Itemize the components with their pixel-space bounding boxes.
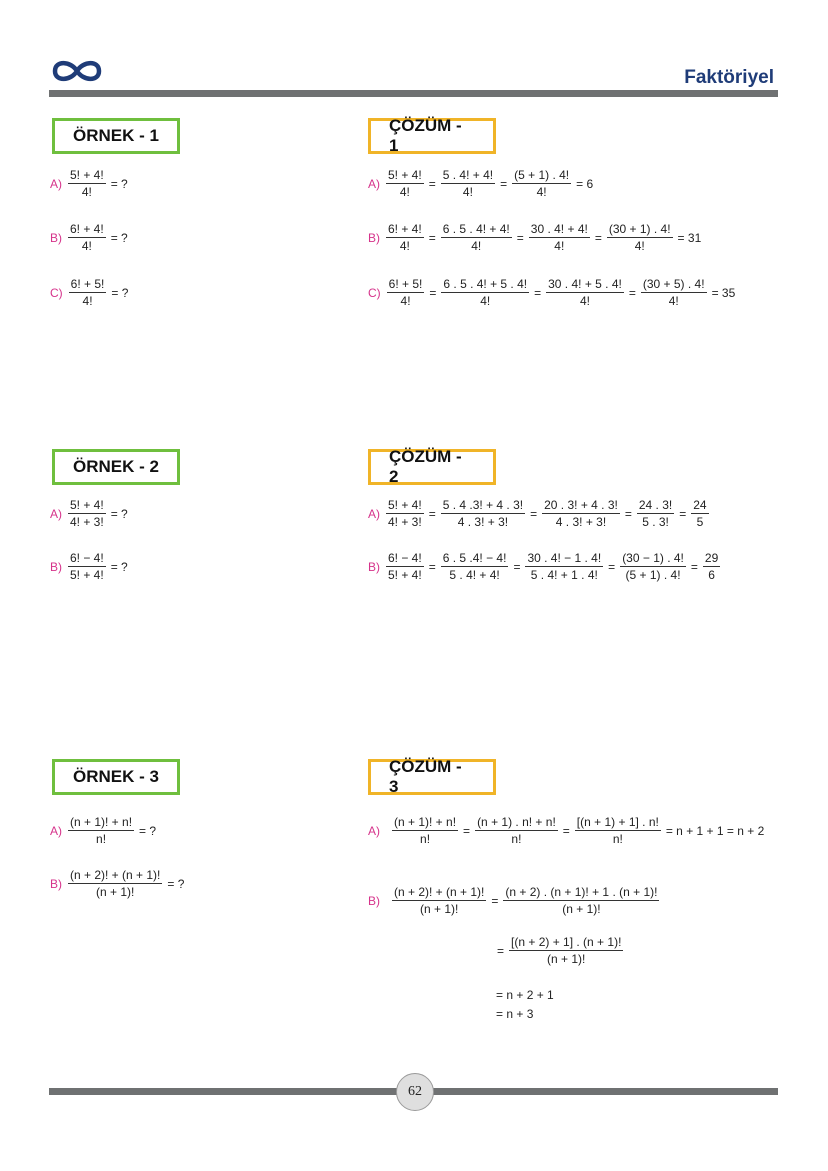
solution-1b: B) $\frac{6! + 4!}{4!}$ = $\frac{6 . 5 . 4! + 4!}{4!}$ = $\frac{30 . 4! + 4!}{4!}$ = $\frac{(30 + 1) . 4!}{4!}$ = 31: [368, 222, 702, 253]
solution-label: A): [368, 506, 380, 521]
question-2b: B) $\frac{6! - 4!}{5! + 4!}$ = ?: [50, 551, 128, 582]
solution-2a: A) $\frac{5! + 4!}{4! + 3!}$ = $\frac{5 . 4 .3! + 4 . 3!}{4 . 3! + 3!}$ = $\frac{20 . 3! + 4 . 3!}{4 . 3! + 3!}$ = $\frac{24 . 3!}{5 . 3!}$ = $\frac{24}{5}$: [368, 498, 707, 529]
ornek-1-tag: ÖRNEK - 1: [52, 118, 180, 154]
fraction: $\frac{24 . 3!}{5 . 3!}$: [638, 498, 673, 529]
question-label: B): [50, 876, 62, 891]
solution-3a: A) $\frac{(n + 1)! + n!}{n!}$ = $\frac{(n + 1) . n! + n!}{n!}$ = $\frac{[(n + 1) + 1] . n!}{n!}$ = n + 1 + 1 = n + 2: [368, 815, 765, 846]
header-rule: [49, 90, 778, 97]
question-label: A): [50, 823, 62, 838]
fraction: $\frac{5! + 4!}{4!}$: [70, 168, 104, 199]
question-3b: B) $\frac{(n + 2)! + (n + 1)!}{(n + 1)!}$ = ?: [50, 868, 185, 899]
fraction: $\frac{(n + 1)! + n!}{n!}$: [394, 815, 457, 846]
question-1a: A) $\frac{5! + 4!}{4!}$ = ?: [50, 168, 128, 199]
solution-label: B): [368, 559, 380, 574]
fraction: $\frac{5 . 4! + 4!}{4!}$: [442, 168, 494, 199]
solution-3b-step2: = $\frac{[(n + 2) + 1] . (n + 1)!}{(n + 1)!}$: [497, 935, 622, 966]
fraction: $\frac{6 . 5 . 4! + 5 . 4!}{4!}$: [443, 277, 528, 308]
fraction: $\frac{(n + 2) . (n + 1)! + 1 . (n + 1)!}{(n + 1)!}$: [505, 885, 658, 916]
fraction: $\frac{(n + 2)! + (n + 1)!}{(n + 1)!}$: [394, 885, 485, 916]
fraction: $\frac{29}{6}$: [704, 551, 719, 582]
fraction: $\frac{30 . 4! - 1 . 4!}{5 . 4! + 1 . 4!}$: [527, 551, 602, 582]
fraction: $\frac{6! + 4!}{4!}$: [388, 222, 422, 253]
fraction: $\frac{6! - 4!}{5! + 4!}$: [388, 551, 422, 582]
solution-2b: B) $\frac{6! - 4!}{5! + 4!}$ = $\frac{6 . 5 .4! - 4!}{5 . 4! + 4!}$ = $\frac{30 . 4! - 1 . 4!}{5 . 4! + 1 . 4!}$ = $\frac{(30 - 1) . 4!}{(5 + 1) . 4!}$ = $\frac{29}{6}$: [368, 551, 719, 582]
fraction: $\frac{(n + 1) . n! + n!}{n!}$: [477, 815, 556, 846]
page-title: Faktöriyel: [684, 67, 774, 88]
fraction: $\frac{5! + 4!}{4!}$: [388, 168, 422, 199]
ornek-2-tag: ÖRNEK - 2: [52, 449, 180, 485]
infinity-icon: [50, 56, 104, 86]
fraction: $\frac{5 . 4 .3! + 4 . 3!}{4 . 3! + 3!}$: [442, 498, 524, 529]
fraction: $\frac{30 . 4! + 5 . 4!}{4!}$: [548, 277, 622, 308]
question-label: A): [50, 506, 62, 521]
fraction: $\frac{(30 + 5) . 4!}{4!}$: [642, 277, 705, 308]
fraction: $\frac{30 . 4! + 4!}{4!}$: [530, 222, 588, 253]
page-number: 62: [396, 1073, 434, 1111]
fraction: $\frac{(5 + 1) . 4!}{4!}$: [514, 168, 570, 199]
cozum-2-tag: ÇÖZÜM - 2: [368, 449, 496, 485]
fraction: $\frac{6! + 5!}{4!}$: [70, 277, 105, 308]
fraction: $\frac{6 . 5 . 4! + 4!}{4!}$: [442, 222, 510, 253]
question-1b: B) $\frac{6! + 4!}{4!}$ = ?: [50, 222, 128, 253]
ornek-3-tag: ÖRNEK - 3: [52, 759, 180, 795]
fraction: $\frac{(30 - 1) . 4!}{(5 + 1) . 4!}$: [622, 551, 684, 582]
fraction: $\frac{6! - 4!}{5! + 4!}$: [70, 551, 104, 582]
solution-label: A): [368, 176, 380, 191]
solution-3b-step3: = n + 2 + 1: [496, 988, 554, 1002]
fraction: $\frac{5! + 4!}{4! + 3!}$: [388, 498, 422, 529]
fraction: $\frac{6! + 4!}{4!}$: [70, 222, 104, 253]
question-2a: A) $\frac{5! + 4!}{4! + 3!}$ = ?: [50, 498, 128, 529]
solution-label: A): [368, 823, 380, 838]
fraction: $\frac{(30 + 1) . 4!}{4!}$: [608, 222, 671, 253]
solution-label: B): [368, 893, 380, 908]
fraction: $\frac{6! + 5!}{4!}$: [388, 277, 423, 308]
solution-1a: A) $\frac{5! + 4!}{4!}$ = $\frac{5 . 4! + 4!}{4!}$ = $\frac{(5 + 1) . 4!}{4!}$ = 6: [368, 168, 594, 199]
cozum-3-tag: ÇÖZÜM - 3: [368, 759, 496, 795]
fraction: $\frac{24}{5}$: [693, 498, 707, 529]
fraction: $\frac{5! + 4!}{4! + 3!}$: [70, 498, 104, 529]
solution-3b: B) $\frac{(n + 2)! + (n + 1)!}{(n + 1)!}$ = $\frac{(n + 2) . (n + 1)! + 1 . (n + 1)!}{(n + 1)!}$: [368, 885, 658, 916]
solution-3b-step4: = n + 3: [496, 1007, 534, 1021]
fraction: $\frac{20 . 3! + 4 . 3!}{4 . 3! + 3!}$: [544, 498, 618, 529]
question-label: A): [50, 176, 62, 191]
question-3a: A) $\frac{(n + 1)! + n!}{n!}$ = ?: [50, 815, 157, 846]
fraction: $\frac{[(n + 1) + 1] . n!}{n!}$: [576, 815, 659, 846]
fraction: $\frac{[(n + 2) + 1] . (n + 1)!}{(n + 1)!}$: [511, 935, 622, 966]
fraction: $\frac{(n + 1)! + n!}{n!}$: [70, 815, 133, 846]
question-1c: C) $\frac{6! + 5!}{4!}$ = ?: [50, 277, 129, 308]
fraction: $\frac{6 . 5 .4! - 4!}{5 . 4! + 4!}$: [442, 551, 507, 582]
question-label: C): [50, 285, 63, 300]
solution-1c: C) $\frac{6! + 5!}{4!}$ = $\frac{6 . 5 . 4! + 5 . 4!}{4!}$ = $\frac{30 . 4! + 5 . 4!}{4!}$ = $\frac{(30 + 5) . 4!}{4!}$ = 35: [368, 277, 736, 308]
solution-label: C): [368, 285, 381, 300]
question-label: B): [50, 559, 62, 574]
cozum-1-tag: ÇÖZÜM - 1: [368, 118, 496, 154]
fraction: $\frac{(n + 2)! + (n + 1)!}{(n + 1)!}$: [70, 868, 161, 899]
solution-label: B): [368, 230, 380, 245]
question-label: B): [50, 230, 62, 245]
